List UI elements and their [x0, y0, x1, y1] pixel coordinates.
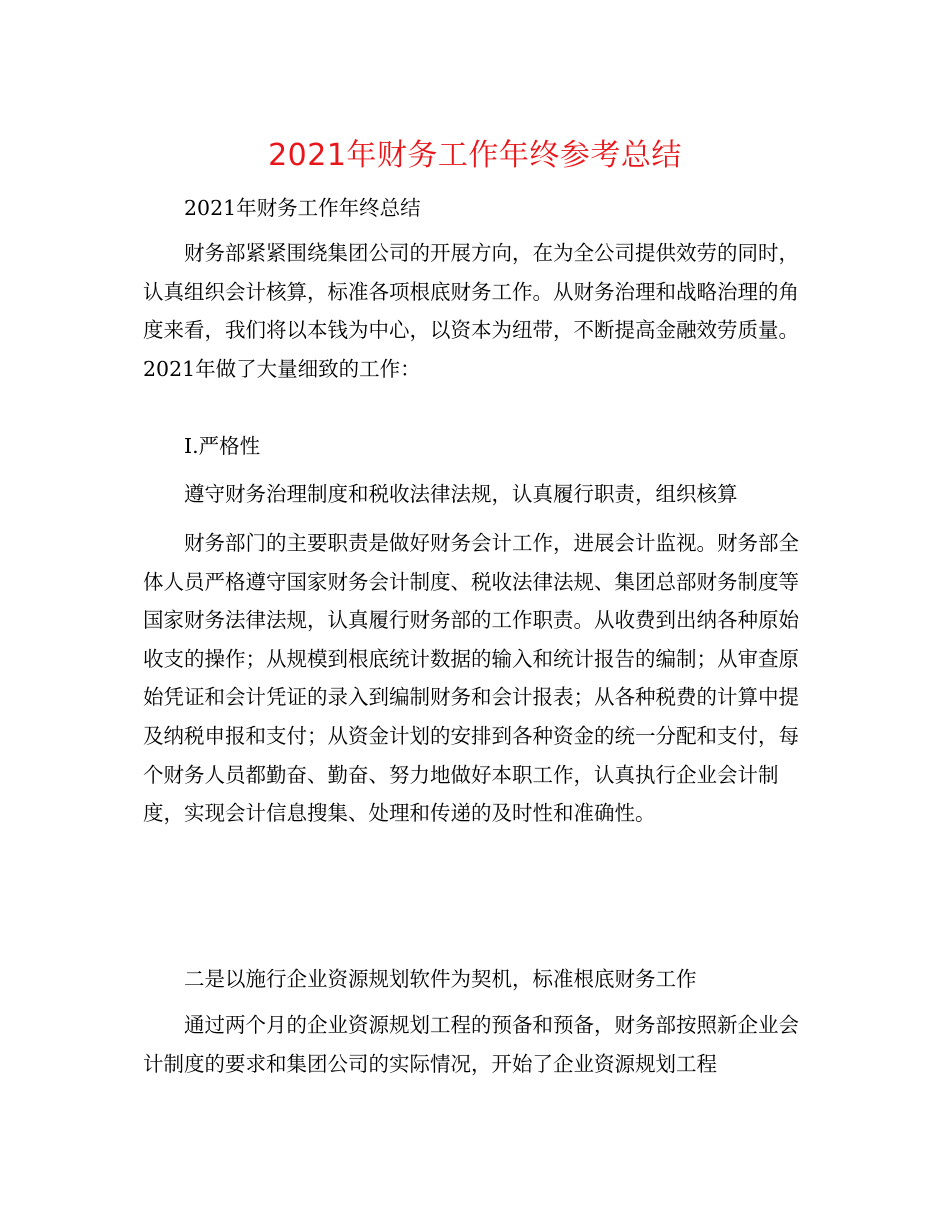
- erp-paragraph: [143, 1006, 808, 1083]
- document-title: 2021年财务工作年终参考总结: [268, 138, 682, 173]
- paragraph: 遵守财务治理制度和税收法律法规，认真履行职责，组织核算: [184, 482, 738, 506]
- intro-paragraph: [143, 234, 808, 388]
- paragraph: 2021年财务工作年终总结: [184, 196, 421, 220]
- paragraph: 通过两个月的企业资源规划工程的预备和预备，财务部按照新企业会计制度的要求和集团公司的实际情况，开始了企业资源规划工程: [143, 1013, 799, 1076]
- section-subheading: [143, 475, 808, 514]
- section-subheading-erp: [143, 960, 808, 999]
- duties-paragraph: [143, 524, 808, 833]
- paragraph: Ⅰ.严格性: [184, 434, 261, 458]
- paragraph: 二是以施行企业资源规划软件为契机，标准根底财务工作: [184, 967, 697, 991]
- section-heading: [143, 427, 808, 466]
- document-subtitle: [143, 189, 808, 228]
- paragraph: 财务部紧紧围绕集团公司的开展方向，在为全公司提供效劳的同时，认真组织会计核算，标准各项根底财务工作。从财务治理和战略治理的角度来看，我们将以本钱为中心，以资本为纽带，不断提高金融效劳质量。2021年做了大量细致的工作：: [143, 241, 799, 381]
- paragraph: 财务部门的主要职责是做好财务会计工作，进展会计监视。财务部全体人员严格遵守国家财务会计制度、税收法律法规、集团总部财务制度等国家财务法律法规，认真履行财务部的工作职责。从收费到出纳各种原始收支的操作；从规模到根底统计数据的输入和统计报告的编制；从审查原始凭证和会计凭证的录入到编制财务和会计报表；从各种税费的计算中提及纳税申报和支付；从资金计划的安排到各种资金的统一分配和支付，每个财务人员都勤奋、勤奋、努力地做好本职工作，认真执行企业会计制度，实现会计信息搜集、处理和传递的及时性和准确性。: [143, 531, 799, 826]
